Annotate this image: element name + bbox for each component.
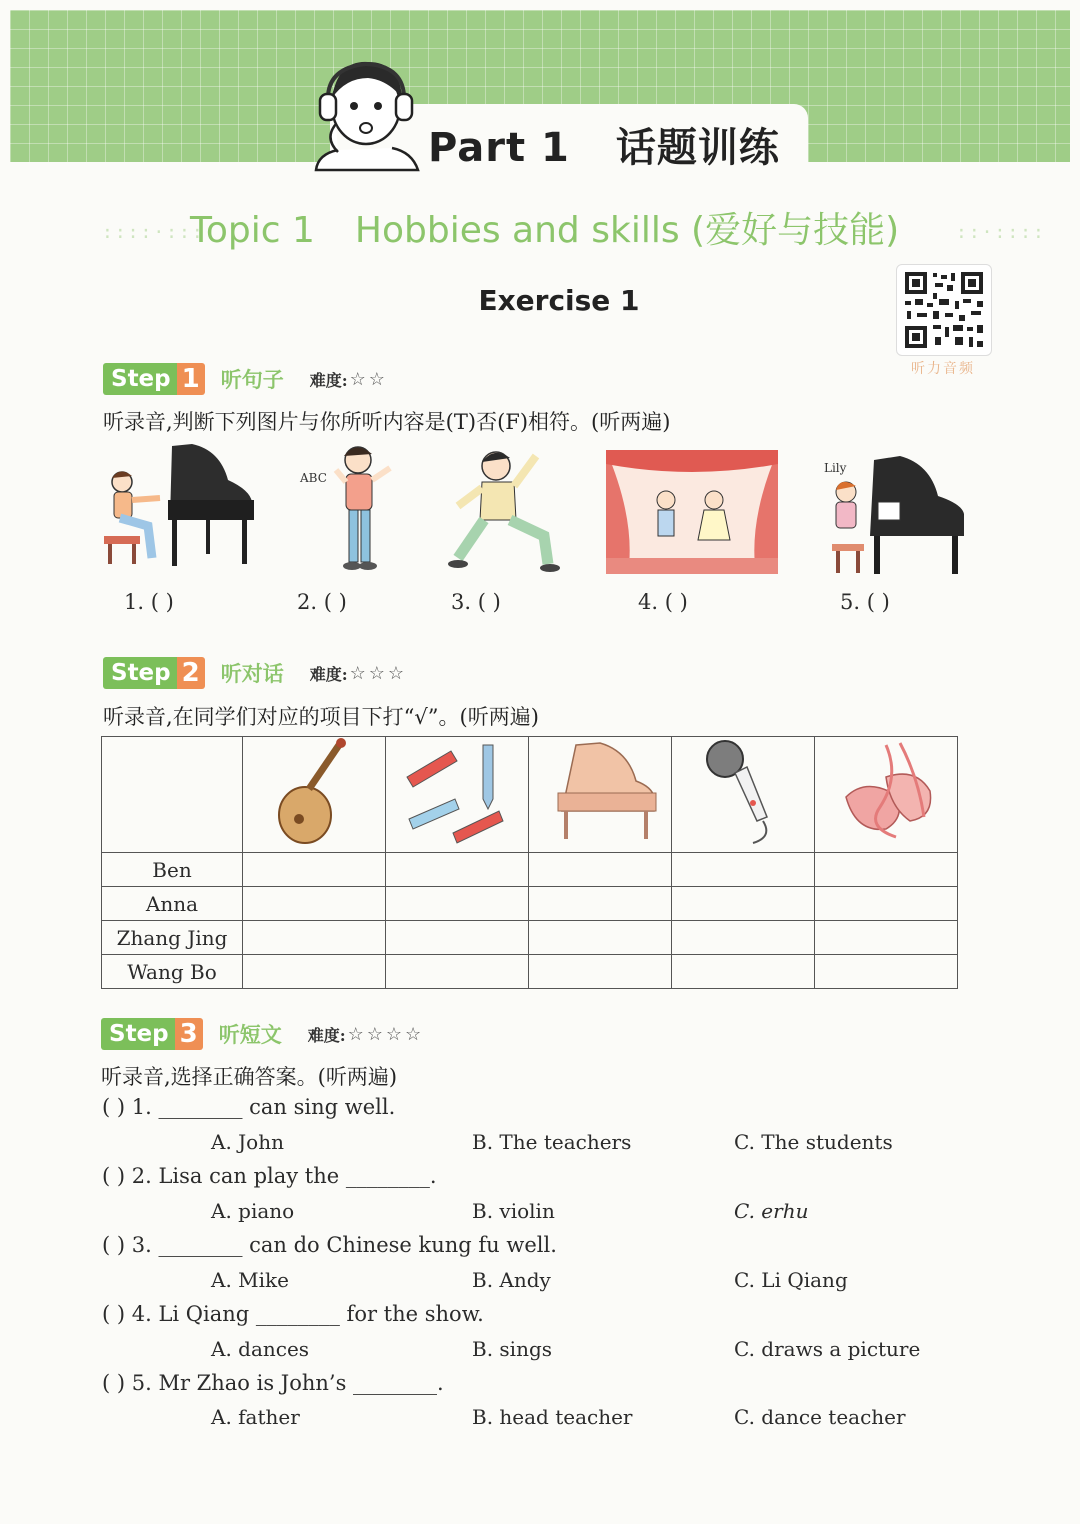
answer-cell[interactable] — [529, 853, 672, 887]
row-name-zhang-jing: Zhang Jing — [102, 921, 243, 955]
step2-badge-num: 2 — [177, 657, 205, 689]
step1-item-3[interactable]: 3. ( ) — [451, 590, 501, 614]
step1-difficulty-stars: ☆☆ — [349, 368, 388, 390]
step1-item-4[interactable]: 4. ( ) — [638, 590, 688, 614]
stage-show-picture — [606, 450, 778, 574]
part-title — [428, 116, 780, 173]
table-row — [102, 887, 958, 921]
girl-piano-picture — [100, 440, 258, 574]
answer-cell[interactable] — [243, 921, 386, 955]
microphone-cell — [672, 737, 815, 853]
step1-name: 听句子 — [220, 368, 284, 392]
answer-cell[interactable] — [672, 887, 815, 921]
answer-cell[interactable] — [386, 921, 529, 955]
step1-badge-word: Step — [103, 363, 177, 395]
step1-item-1[interactable]: 1. ( ) — [124, 590, 174, 614]
step3-name: 听短文 — [218, 1023, 282, 1047]
qr-code-icon — [897, 265, 991, 355]
table-header-row — [102, 737, 958, 853]
answer-cell[interactable] — [243, 887, 386, 921]
answer-cell[interactable] — [672, 921, 815, 955]
pipa-icon — [269, 737, 359, 847]
step2-badge-word: Step — [103, 657, 177, 689]
answer-cell[interactable] — [529, 921, 672, 955]
question-1-option-b[interactable]: B. The teachers — [472, 1130, 632, 1154]
answer-cell[interactable] — [386, 955, 529, 989]
qr-label: 听力音频 — [911, 361, 975, 377]
boy-singing-picture — [296, 440, 416, 576]
step1-header — [103, 362, 388, 396]
question-5-option-c[interactable]: C. dance teacher — [734, 1405, 906, 1429]
question-5-option-a[interactable]: A. father — [211, 1405, 300, 1429]
hobby-table — [101, 736, 958, 989]
step1-item-2[interactable]: 2. ( ) — [297, 590, 347, 614]
step1-badge-num: 1 — [177, 363, 205, 395]
question-3-option-a[interactable]: A. Mike — [211, 1268, 289, 1292]
decor-dots-left: ::::·:::· — [102, 222, 218, 243]
question-4-option-a[interactable]: A. dances — [211, 1337, 310, 1361]
lily-caption: Lily — [824, 461, 847, 475]
exercise-title: Exercise 1 — [478, 284, 640, 317]
step2-difficulty-stars: ☆☆☆ — [349, 662, 408, 684]
answer-cell[interactable] — [815, 887, 958, 921]
step2-header — [103, 656, 407, 690]
answer-cell[interactable] — [529, 955, 672, 989]
answer-cell[interactable] — [243, 853, 386, 887]
question-5-option-b[interactable]: B. head teacher — [472, 1405, 633, 1429]
microphone-icon — [693, 737, 793, 847]
step1-instruction: 听录音,判断下列图片与你所听内容是(T)否(F)相符。(听两遍) — [103, 410, 671, 434]
answer-cell[interactable] — [815, 921, 958, 955]
question-1-stem[interactable]: ( ) 1. ________ can sing well. — [102, 1095, 396, 1119]
answer-cell[interactable] — [815, 955, 958, 989]
boy-kungfu-picture — [444, 440, 566, 576]
part-topic: 话题训练 — [615, 125, 780, 171]
step3-difficulty-label: 难度: — [307, 1025, 346, 1045]
step3-badge-word: Step — [101, 1018, 175, 1050]
step1-difficulty-label: 难度: — [309, 370, 348, 390]
topic-title: Hobbies and skills (爱好与技能) — [354, 210, 900, 251]
step1-item-5[interactable]: 5. ( ) — [840, 590, 890, 614]
pencils-icon — [397, 737, 517, 847]
topic-heading — [190, 202, 899, 253]
boy-headphones-icon — [308, 54, 428, 174]
question-3-option-c[interactable]: C. Li Qiang — [734, 1268, 848, 1292]
question-3-option-b[interactable]: B. Andy — [472, 1268, 551, 1292]
question-2-option-c[interactable]: C. erhu — [734, 1199, 809, 1223]
row-name-ben: Ben — [102, 853, 243, 887]
question-1-option-c[interactable]: C. The students — [734, 1130, 893, 1154]
ballet-shoes-cell — [815, 737, 958, 853]
row-name-wang-bo: Wang Bo — [102, 955, 243, 989]
step3-badge-num: 3 — [175, 1018, 203, 1050]
question-1-option-a[interactable]: A. John — [211, 1130, 284, 1154]
ballet-shoes-icon — [826, 737, 946, 847]
pipa-cell — [243, 737, 386, 853]
row-name-anna: Anna — [102, 887, 243, 921]
step2-difficulty-label: 难度: — [309, 664, 348, 684]
answer-cell[interactable] — [386, 853, 529, 887]
question-4-option-c[interactable]: C. draws a picture — [734, 1337, 921, 1361]
pencils-cell — [386, 737, 529, 853]
question-3-stem[interactable]: ( ) 3. ________ can do Chinese kung fu well. — [102, 1233, 557, 1257]
question-2-option-a[interactable]: A. piano — [211, 1199, 295, 1223]
step2-name: 听对话 — [220, 662, 284, 686]
question-4-stem[interactable]: ( ) 4. Li Qiang ________ for the show. — [102, 1302, 484, 1326]
table-row — [102, 921, 958, 955]
piano-cell — [529, 737, 672, 853]
lily-piano-picture — [818, 452, 968, 578]
step3-header — [101, 1017, 424, 1051]
singing-caption: ABC — [300, 471, 327, 485]
table-row — [102, 955, 958, 989]
decor-dots-right: ::·:::: — [956, 222, 1046, 243]
part-label: Part 1 — [428, 125, 570, 171]
answer-cell[interactable] — [243, 955, 386, 989]
qr-code[interactable] — [896, 264, 992, 356]
answer-cell[interactable] — [672, 853, 815, 887]
topic-label: Topic 1 — [190, 210, 315, 251]
piano-icon — [540, 737, 660, 847]
table-row — [102, 853, 958, 887]
table-corner-cell — [102, 737, 243, 853]
question-2-option-b[interactable]: B. violin — [472, 1199, 555, 1223]
question-5-stem[interactable]: ( ) 5. Mr Zhao is John’s ________. — [102, 1371, 444, 1395]
question-2-stem[interactable]: ( ) 2. Lisa can play the ________. — [102, 1164, 437, 1188]
step3-instruction: 听录音,选择正确答案。(听两遍) — [101, 1065, 398, 1089]
question-4-option-b[interactable]: B. sings — [472, 1337, 553, 1361]
answer-cell[interactable] — [529, 887, 672, 921]
answer-cell[interactable] — [386, 887, 529, 921]
step2-instruction: 听录音,在同学们对应的项目下打“√”。(听两遍) — [103, 705, 539, 729]
answer-cell[interactable] — [815, 853, 958, 887]
step3-difficulty-stars: ☆☆☆☆ — [347, 1023, 425, 1045]
answer-cell[interactable] — [672, 955, 815, 989]
